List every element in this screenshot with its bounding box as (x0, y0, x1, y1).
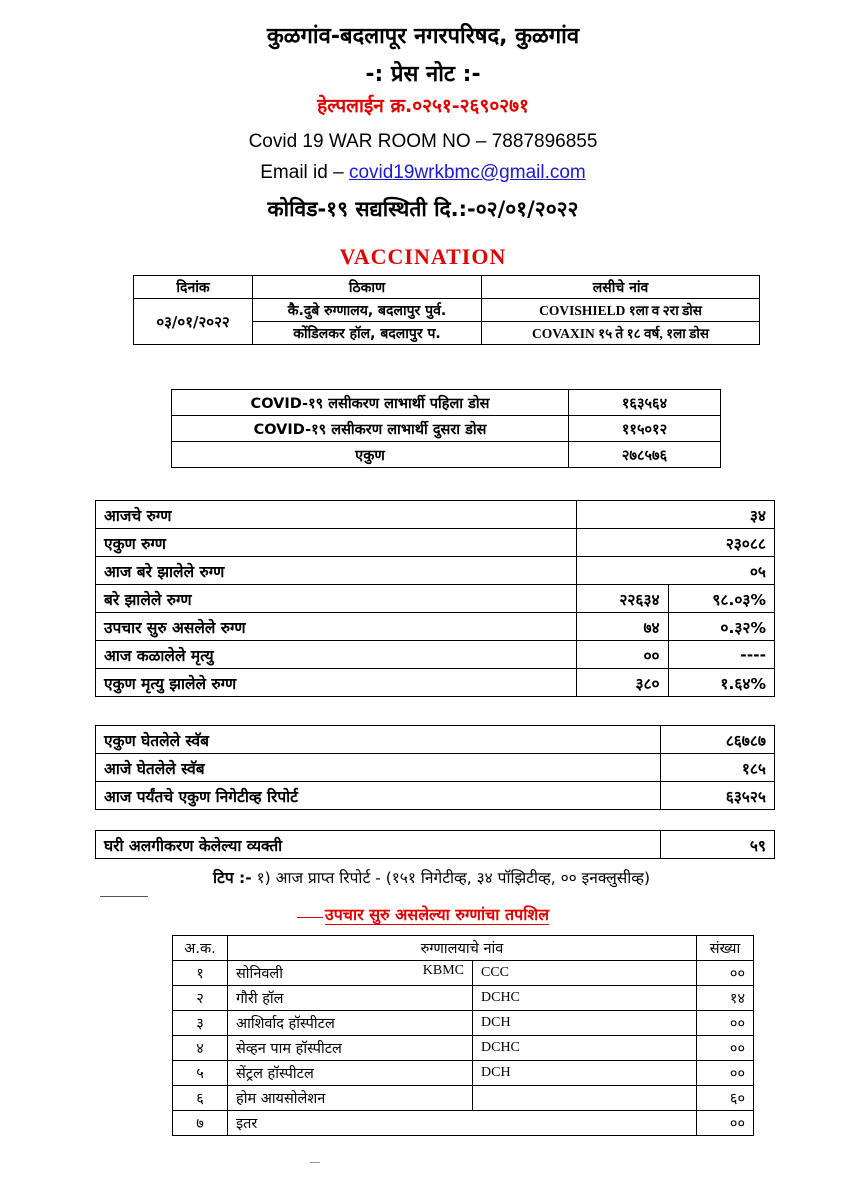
dose-total-value: २७८५७६ (569, 442, 721, 468)
document-title: कुळगांव-बदलापूर नगरपरिषद, कुळगांव (266, 24, 580, 49)
hospital-name: सेव्हन पाम हॉस्पीटल (228, 1036, 473, 1061)
stat-count: ३८० (577, 669, 668, 697)
hospital-type: DCH (473, 1061, 697, 1086)
table-row (173, 1061, 754, 1086)
stat-label: उपचार सुरु असलेले रुग्ण (96, 613, 577, 641)
patient-count: ०० (697, 1036, 754, 1061)
stat-label: आज बरे झालेले रुग्ण (96, 557, 577, 585)
tip-label: टिप :- (213, 869, 252, 887)
serial-number: १ (173, 961, 228, 986)
stat-label: एकुण रुग्ण (96, 529, 577, 557)
hospital-name: सोनिवली KBMC (228, 961, 473, 986)
vaccination-table (133, 275, 760, 345)
hospital-name: इतर (228, 1111, 697, 1136)
stat-count: २२६३४ (577, 585, 668, 613)
table-row (96, 641, 775, 669)
hospital-org: KBMC (422, 963, 464, 978)
stat-percent: ---- (668, 641, 774, 669)
table-header-row (173, 936, 754, 961)
serial-number: २ (173, 986, 228, 1011)
hospital-name: आशिर्वाद हॉस्पीटल (228, 1011, 473, 1036)
table-row (173, 986, 754, 1011)
swab-label: आज पर्यंतचे एकुण निगेटीव्ह रिपोर्ट (96, 782, 661, 810)
patient-count: ०० (697, 1061, 754, 1086)
table-row (173, 961, 754, 986)
email-label: Email id – (260, 162, 349, 183)
stat-value: ३४ (577, 501, 775, 529)
serial-number: ६ (173, 1086, 228, 1111)
stat-label: आजचे रुग्ण (96, 501, 577, 529)
table-row (172, 390, 721, 416)
hospital-type: CCC (473, 961, 697, 986)
column-header-serial: अ.क. (173, 936, 228, 961)
table-row (173, 1086, 754, 1111)
stat-count: ७४ (577, 613, 668, 641)
serial-number: ७ (173, 1111, 228, 1136)
title-underline (297, 917, 323, 918)
patient-count: ६० (697, 1086, 754, 1111)
patient-stats-table (95, 500, 775, 697)
column-header-count: संख्या (697, 936, 754, 961)
table-row (96, 669, 775, 697)
divider (310, 1162, 320, 1169)
dose-table (171, 389, 721, 468)
table-row (173, 1011, 754, 1036)
tip-note (213, 866, 650, 888)
table-row (172, 442, 721, 468)
dose-total-label: एकुण (172, 442, 569, 468)
hospital-name: गौरी हॉल (228, 986, 473, 1011)
serial-number: ४ (173, 1036, 228, 1061)
vaccination-heading: VACCINATION (339, 244, 507, 269)
stat-percent: १.६४% (668, 669, 774, 697)
table-row (172, 416, 721, 442)
stat-label: एकुण मृत्यु झालेले रुग्ण (96, 669, 577, 697)
swab-value: ६३५२५ (661, 782, 775, 810)
hospital-name: होम आयसोलेशन (228, 1086, 473, 1111)
table-row (96, 831, 775, 859)
column-header-vaccine: लसीचे नांव (482, 276, 760, 299)
stat-percent: ०.३२% (668, 613, 774, 641)
stat-label: आज कळालेले मृत्यु (96, 641, 577, 669)
dose-value: ११५०१२ (569, 416, 721, 442)
dose-label: COVID-१९ लसीकरण लाभार्थी पहिला डोस (172, 390, 569, 416)
table-row (96, 557, 775, 585)
swab-label: एकुण घेतलेले स्वॅब (96, 726, 661, 754)
hospital-section-title: उपचार सुरु असलेल्या रुग्णांचा तपशिल (0, 903, 846, 925)
hospital-type: DCHC (473, 986, 697, 1011)
home-isolation-table (95, 830, 775, 859)
table-row (173, 1111, 754, 1136)
table-row (96, 613, 775, 641)
column-header-date: दिनांक (134, 276, 253, 299)
home-isolation-label: घरी अलगीकरण केलेल्या व्यक्ती (96, 831, 661, 859)
stat-label: बरे झालेले रुग्ण (96, 585, 577, 613)
divider (100, 896, 148, 897)
table-row (96, 529, 775, 557)
stat-percent: ९८.०३% (668, 585, 774, 613)
column-header-place: ठिकाण (253, 276, 482, 299)
vaccine-name: COVISHIELD १ला व २रा डोस (482, 299, 760, 322)
hospital-name: सेंट्रल हॉस्पीटल (228, 1061, 473, 1086)
dose-value: १६३५६४ (569, 390, 721, 416)
helpline-number: हेल्पलाईन क्र.०२५१-२६९०२७१ (317, 95, 529, 117)
table-row (173, 1036, 754, 1061)
swab-table (95, 725, 775, 810)
vaccination-date: ०३/०१/२०२२ (134, 299, 253, 345)
email-link[interactable]: covid19wrkbmc@gmail.com (348, 162, 586, 183)
status-date-heading: कोविड-१९ सद्यस्थिती दि.:-०२/०१/२०२२ (267, 197, 579, 221)
hospital-type (473, 1086, 697, 1111)
table-row (96, 726, 775, 754)
patient-count: ०० (697, 1111, 754, 1136)
stat-count: ०० (577, 641, 668, 669)
swab-value: ८६७८७ (661, 726, 775, 754)
table-row (96, 585, 775, 613)
stat-value: ०५ (577, 557, 775, 585)
vaccine-name: COVAXIN १५ ते १८ वर्ष, १ला डोस (482, 322, 760, 345)
column-header-hospital: रुग्णालयाचे नांव (228, 936, 697, 961)
serial-number: ५ (173, 1061, 228, 1086)
email-line (0, 162, 846, 184)
swab-label: आजे घेतलेले स्वॅब (96, 754, 661, 782)
patient-count: ०० (697, 961, 754, 986)
table-row (96, 754, 775, 782)
swab-value: १८५ (661, 754, 775, 782)
table-row (96, 501, 775, 529)
hospital-type: DCH (473, 1011, 697, 1036)
war-room-number: Covid 19 WAR ROOM NO – 7887896855 (248, 131, 598, 152)
table-row (96, 782, 775, 810)
press-note-heading: -: प्रेस नोट :- (365, 62, 481, 87)
vaccination-place: कोंडिलकर हॉल, बदलापुर प. (253, 322, 482, 345)
patient-count: १४ (697, 986, 754, 1011)
home-isolation-value: ५९ (661, 831, 775, 859)
stat-value: २३०८८ (577, 529, 775, 557)
hospital-table (172, 935, 754, 1136)
hospital-type: DCHC (473, 1036, 697, 1061)
tip-text: १) आज प्राप्त रिपोर्ट - (१५१ निगेटीव्ह, ३४ पॉझिटीव्ह, ०० इनक्लुसीव्ह) (251, 869, 651, 887)
vaccination-place: कै.दुबे रुग्णालय, बदलापुर पुर्व. (253, 299, 482, 322)
dose-label: COVID-१९ लसीकरण लाभार्थी दुसरा डोस (172, 416, 569, 442)
serial-number: ३ (173, 1011, 228, 1036)
patient-count: ०० (697, 1011, 754, 1036)
